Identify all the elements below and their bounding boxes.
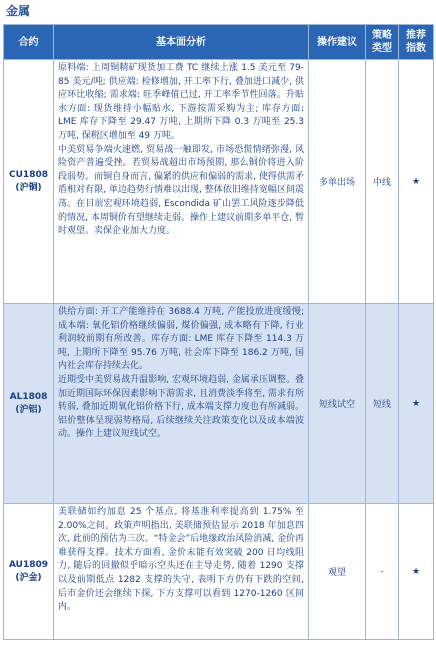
analysis-paragraph: 中美贸易争端火速燃, 贸易战一触即发, 市场恐慌情绪弥漫, 风险资产普遍受挫。若贸易战超出市场预期, 那么铜价将进入阶段弱势。而铜自身而言, 偏紧的供应和偏弱的需求, 使得供需矛盾相对有限, 单边趋势行情难以出现, 整体依旧维持宽幅区间震荡。在目前宏观环境趋弱, Escondida 矿山罢工风险逐步降低的情况, 本周铜价有望继续走弱。操作上建议前期多单平仓, 暂时观望。卖保企业加大力度。 (58, 144, 304, 237)
analysis-paragraph: 近期受中美贸易战升温影响, 宏观环境趋弱, 金属承压调整。叠加近期国际环保因素影响下游需求, 且消费淡季将至, 需求有所转弱, 叠加近期氧化铝价格下行, 成本端支撑力度也有所减弱。铝价整体呈现弱势格局, 后续继续关注政策变化以及成本端波动。操作上建议短线试空。 (58, 374, 304, 440)
contract-cell (4, 504, 54, 640)
analysis-paragraph: 原料端: 上周铜精矿现货加工费 TC 继续上涨 1.5 美元至 79-85 美元/吨; 供应端: 检修增加, 开工率下行, 叠加进口减少, 供应环比收缩; 需求端: 旺季峰值已过, 开工率季节性回落。升贴水方面: 现货维持小幅贴水, 下游按需采购为主; 库存方面: LME 库存下降至 29.47 万吨, 上期所下降 0.3 万吨至 25.3 万吨, 保税区增加至 49 万吨。 (58, 63, 304, 141)
table-row-cu1808 (4, 60, 434, 304)
table-row-al1808 (4, 304, 434, 504)
recommend-star-icon: ★ (399, 60, 434, 304)
table-row-au1809 (4, 504, 434, 640)
header-strategy (366, 25, 399, 60)
strategy-table (3, 24, 434, 640)
analysis-paragraph: 供给方面: 开工产能维持在 3688.4 万吨, 产能投放进度缓慢; 成本端: 氧化铝价格继续偏弱, 煤价偏强, 成本略有下降, 行业利润较前期有所改善。库存方面: LME 库存下降至 114.3 万吨, 上期所下降至 95.76 万吨, 社会库下降至 186.2 万吨, 国内社会库存持续去化。 (58, 307, 304, 372)
strategy-cell: 短线 (366, 304, 399, 504)
strategy-cell: - (366, 504, 399, 640)
header-suggestion: 操作建议 (309, 25, 366, 60)
strategy-cell: 中线 (366, 60, 399, 304)
suggestion-cell: 短线试空 (309, 304, 366, 504)
analysis-paragraph: 美联储如约加息 25 个基点, 将基准利率提高到 1.75% 至 2.00%之间。政策声明指出, 美联储预估显示 2018 年加息四次, 此前的预估为三次。“特金会”后地缘政治风险消减, 金价再难获得支撑。技术方面看, 金价未能有效突破 200 日均线阻力, 随后的回撤似乎暗示空头还在主导走势, 随着 1290 支撑以及前期低点 1282 支撑的失守, 表明下方仍有下跌的空间, 后市金价还会继续下探, 下方支撑可以看到 1270-1260 区间内。 (58, 507, 304, 613)
analysis-cell (54, 304, 309, 504)
header-contract: 合约 (4, 25, 54, 60)
header-strategy-line1: 策略 (372, 30, 392, 41)
recommend-star-icon: ★ (399, 504, 434, 640)
table-header-row (4, 25, 434, 60)
contract-name: (沪铝) (15, 404, 42, 415)
contract-code: CU1808 (9, 169, 48, 180)
analysis-cell (54, 60, 309, 304)
contract-name: (沪铜) (15, 182, 42, 193)
suggestion-cell: 观望 (309, 504, 366, 640)
recommend-star-icon: ★ (399, 304, 434, 504)
header-strategy-line2: 类型 (372, 43, 392, 54)
contract-code: AU1809 (8, 559, 49, 570)
contract-cell (4, 304, 54, 504)
contract-name: (沪金) (15, 572, 42, 583)
header-recommend (399, 25, 434, 60)
section-title: 金属 (6, 4, 31, 18)
header-recommend-line1: 推荐 (406, 30, 426, 41)
header-recommend-line2: 指数 (406, 43, 426, 54)
suggestion-cell: 多单出场 (309, 60, 366, 304)
contract-code: AL1808 (9, 391, 48, 402)
header-analysis: 基本面分析 (54, 25, 309, 60)
analysis-cell (54, 504, 309, 640)
contract-cell (4, 60, 54, 304)
